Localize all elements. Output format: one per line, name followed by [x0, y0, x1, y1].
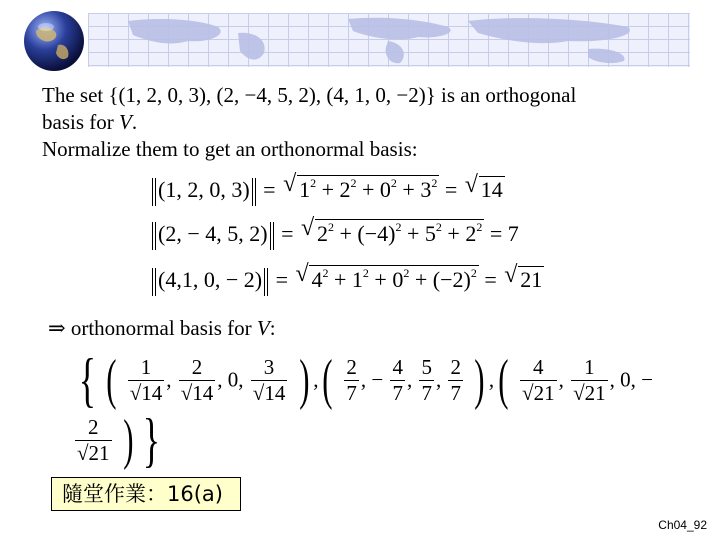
left-paren: (: [322, 349, 333, 411]
norm-vector: (4,1, 0, − 2): [158, 267, 263, 292]
norm-result: √ 14: [464, 172, 503, 202]
fraction: $\frac{4}{√21}$: [522, 354, 555, 405]
text-line-1: The set {(1, 2, 0, 3), (2, −4, 5, 2), (4, 1, 0, −2)} is an orthogonal: [42, 83, 577, 107]
text-line-2-prefix: basis for: [42, 110, 119, 134]
result-statement: [48, 316, 276, 341]
right-brace: }: [143, 407, 161, 473]
fraction: $\frac{1}{√14}$: [129, 354, 163, 405]
norm-bar-right: [264, 268, 268, 296]
implies-arrow-icon: ⇒: [48, 316, 66, 340]
left-paren: (: [106, 349, 117, 411]
globe-icon: [22, 9, 86, 73]
fraction: $\frac{2}{7}$: [450, 354, 461, 405]
variable-v: V: [256, 316, 270, 340]
norm-equations: [150, 171, 570, 305]
orthonormal-basis-set: { ( $\frac{1}{√14}$ , $\frac{2}{√14}$ , 0, $\frac{3}{√14}$ ) ,( $\frac{2}{7}$ , − $\frac{4}{7}$ , $\frac{5}{7}$ , $\frac{2}{7}$ ) ,( $\frac{4}{√21}$ , $\frac{1}{√21}$ , 0, − $\frac{2}{√21}$ ) }: [77, 347, 653, 473]
fraction: $\frac{2}{7}$: [346, 354, 357, 405]
norm-result: 7: [507, 221, 519, 246]
norm-vector: (1, 2, 0, 3): [158, 177, 250, 202]
result-suffix: :: [269, 316, 276, 340]
fraction: $\frac{3}{√14}$: [252, 354, 286, 405]
left-brace: {: [78, 347, 97, 413]
world-map-graphic: [88, 13, 690, 67]
fraction: $\frac{4}{7}$: [392, 354, 403, 405]
sqrt-expression: √ $1^2 + 2^2 + 0^2 + 3^2$: [283, 171, 438, 202]
fraction: $\frac{2}{√21}$: [77, 414, 110, 465]
norm-bar-left: [152, 178, 156, 206]
norm-vector: (2, − 4, 5, 2): [158, 221, 268, 246]
homework-box: [51, 477, 241, 511]
norm-equation-1: (1, 2, 0, 3) = √ $1^2 + 2^2 + 0^2 + 3^2$ = √ 14: [150, 175, 505, 211]
right-paren: ): [298, 349, 310, 411]
norm-bar-right: [252, 178, 256, 206]
header-banner: [88, 13, 690, 67]
norm-result: √ 21: [504, 262, 543, 292]
intro-text: [42, 82, 702, 163]
norm-equation-3: (4,1, 0, − 2) = √ $4^2 + 1^2 + 0^2 + (-2)^2$ = √ 21: [150, 265, 544, 301]
fraction: $\frac{5}{7}$: [421, 354, 432, 405]
text-line-2-suffix: .: [131, 110, 138, 134]
sqrt-expression: √ $4^2 + 1^2 + 0^2 + (-2)^2$: [295, 261, 477, 292]
norm-bar-left: [152, 222, 156, 250]
fraction: $\frac{2}{√14}$: [180, 354, 214, 405]
text-line-2: [42, 109, 702, 136]
homework-label: 隨堂作業：16(a): [62, 482, 223, 506]
norm-bar-right: [270, 222, 274, 250]
right-paren: ): [474, 349, 485, 411]
norm-bar-left: [152, 268, 156, 296]
fraction: $\frac{1}{√21}$: [573, 354, 606, 405]
sqrt-expression: √ $2^2 + (-4)^2 + 5^2 + 2^2$: [300, 215, 483, 246]
right-paren: ): [122, 409, 134, 471]
left-paren: (: [498, 349, 509, 411]
text-line-3: Normalize them to get an orthonormal basis:: [42, 137, 418, 161]
norm-equation-2: (2, − 4, 5, 2) = √ $2^2 + (-4)^2 + 5^2 + 2^2 = 7$: [150, 219, 519, 255]
slide-number: Ch04_92: [658, 518, 707, 532]
variable-v: V: [119, 110, 132, 134]
result-text: orthonormal basis for: [65, 316, 257, 340]
